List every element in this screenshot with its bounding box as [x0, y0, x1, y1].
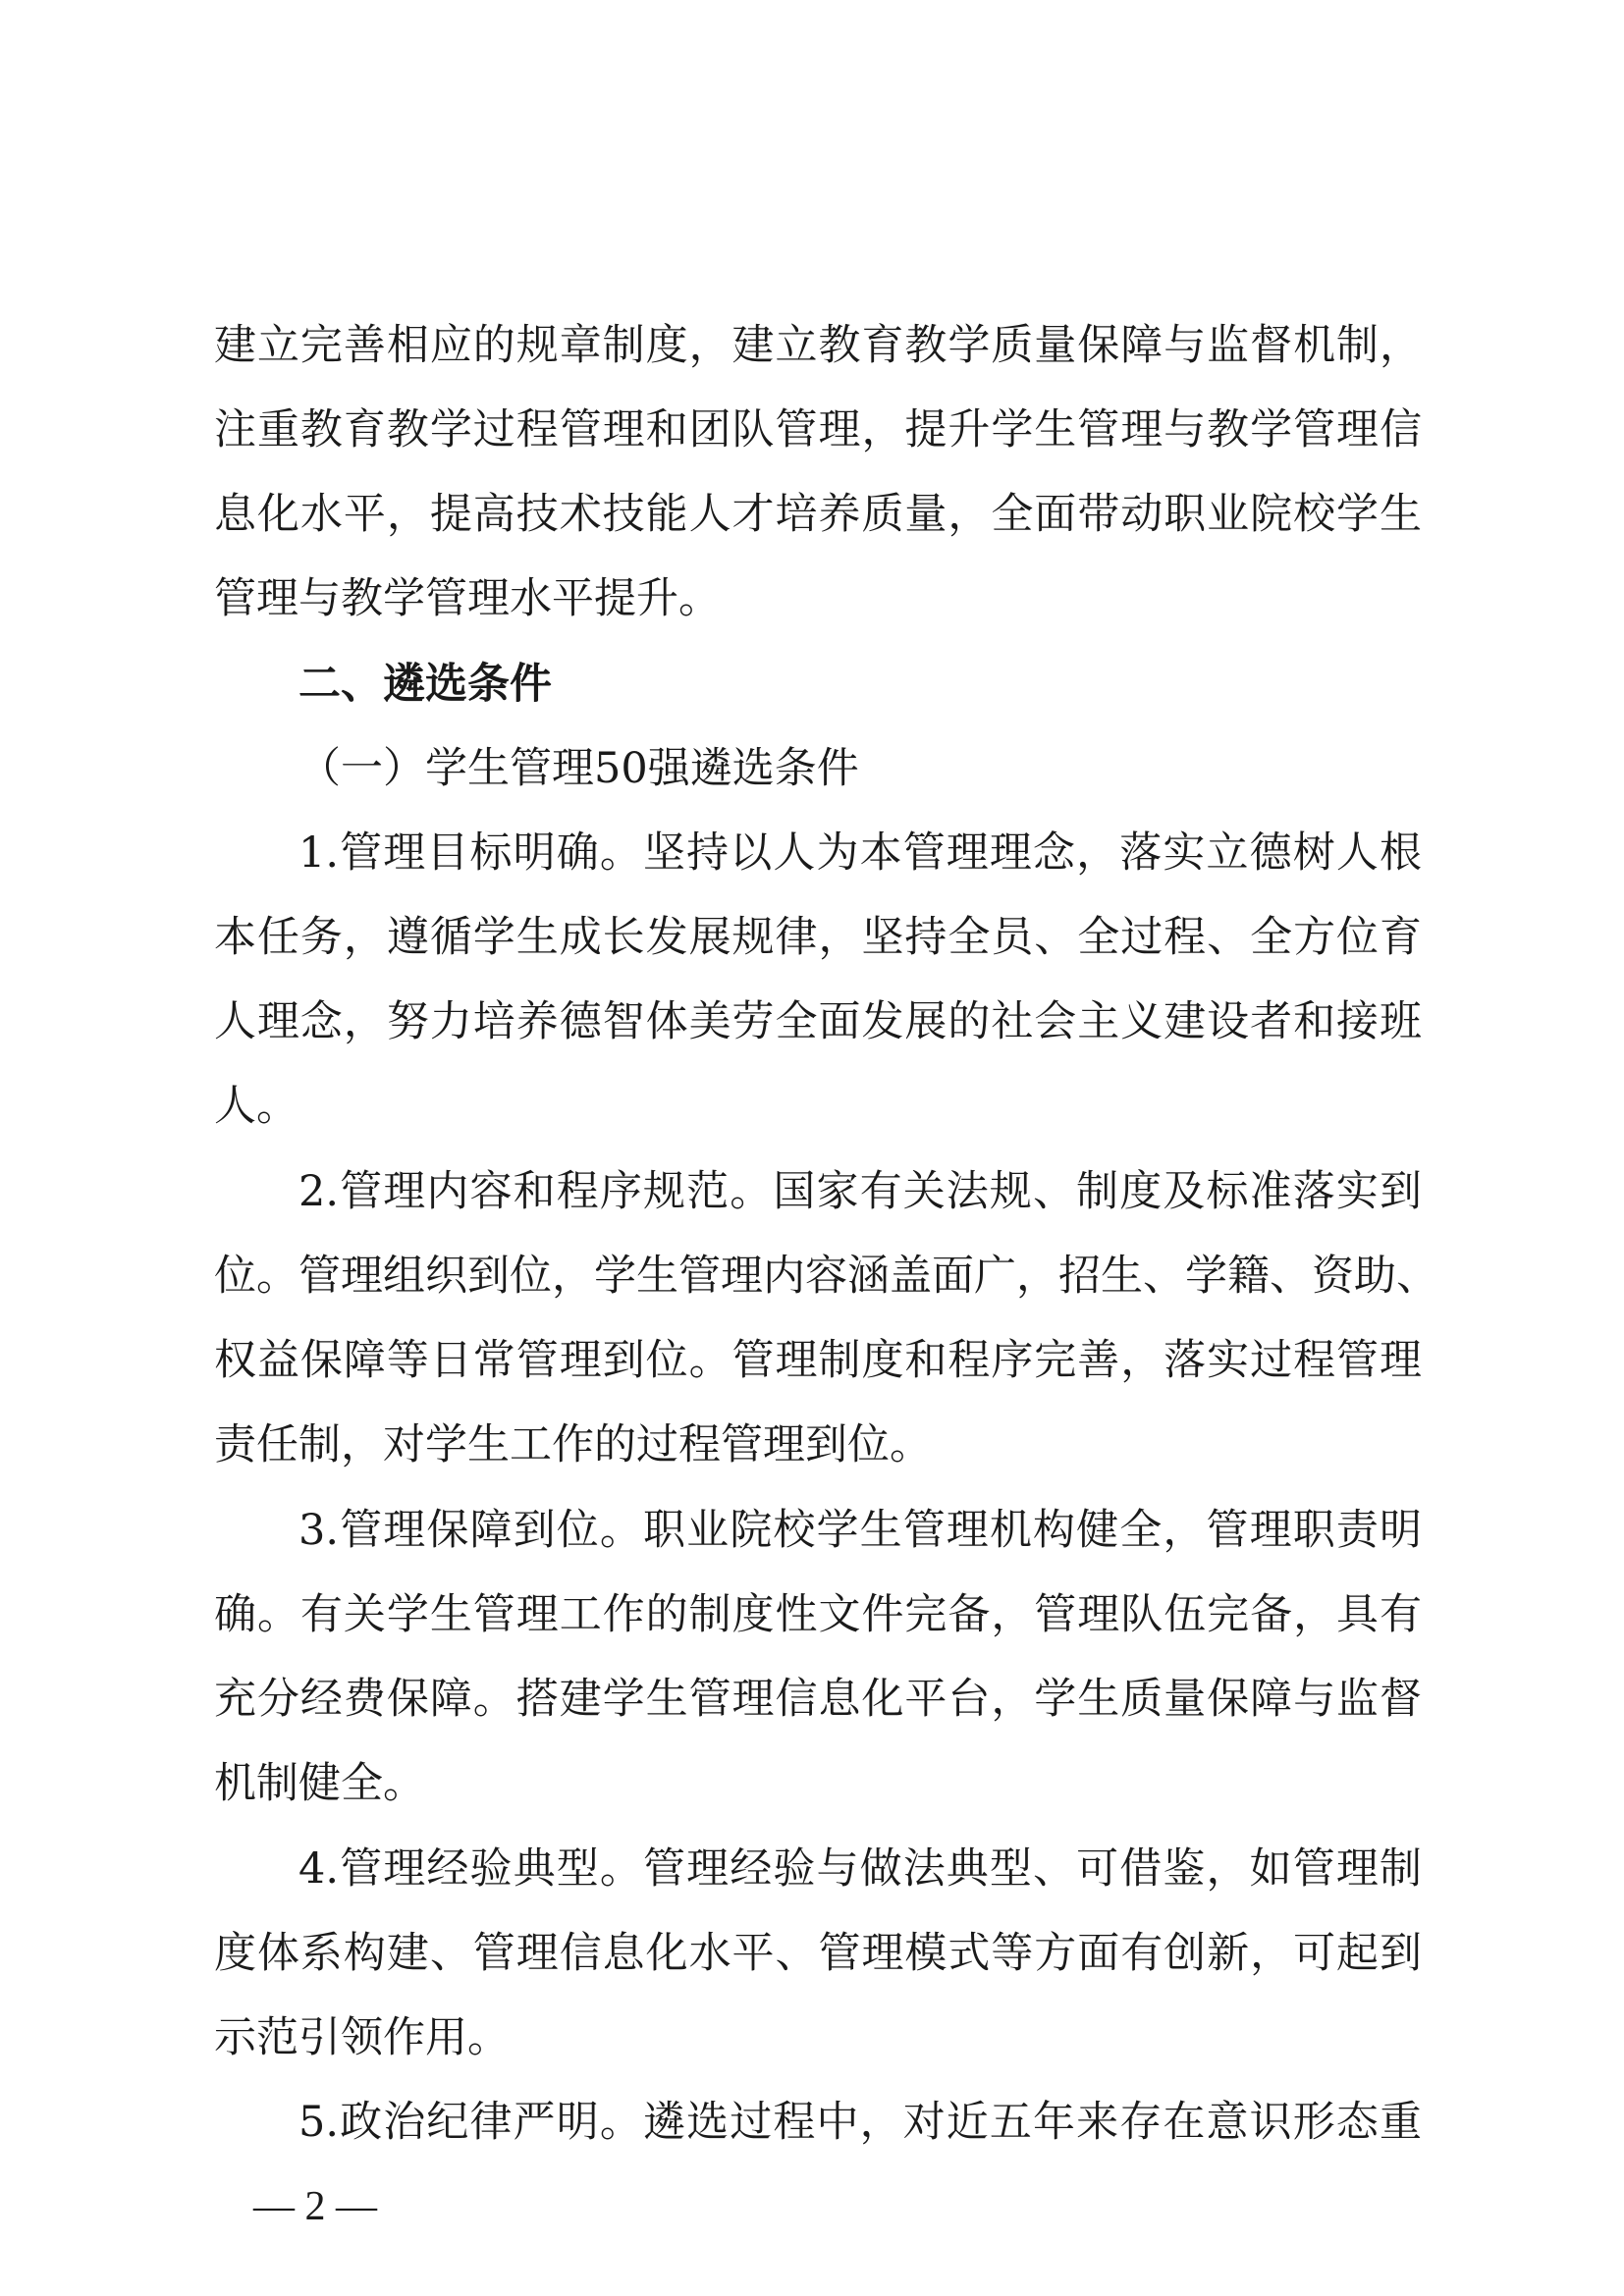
paragraph-line: 责任制，对学生工作的过程管理到位。: [214, 1420, 932, 1469]
paragraph-line: 建立完善相应的规章制度，建立教育教学质量保障与监督机制，: [214, 321, 1422, 370]
subsection-heading: （一）学生管理50强遴选条件: [298, 744, 859, 793]
paragraph-line: 1.管理目标明确。坚持以人为本管理理念，落实立德树人根: [298, 828, 1422, 878]
paragraph-line: 4.管理经验典型。管理经验与做法典型、可借鉴，如管理制: [298, 1844, 1422, 1894]
paragraph-line: 机制健全。: [214, 1759, 425, 1808]
paragraph-line: 本任务，遵循学生成长发展规律，坚持全员、全过程、全方位育: [214, 913, 1422, 962]
section-heading: 二、遴选条件: [298, 660, 552, 709]
paragraph-line: 注重教育教学过程管理和团队管理，提升学生管理与教学管理信: [214, 405, 1422, 454]
paragraph-line: 息化水平，提高技术技能人才培养质量，全面带动职业院校学生: [214, 490, 1422, 539]
paragraph-line: 确。有关学生管理工作的制度性文件完备，管理队伍完备，具有: [214, 1590, 1422, 1639]
paragraph-line: 示范引领作用。: [214, 2013, 510, 2062]
paragraph-line: 权益保障等日常管理到位。管理制度和程序完善，落实过程管理: [214, 1336, 1422, 1385]
paragraph-line: 2.管理内容和程序规范。国家有关法规、制度及标准落实到: [298, 1167, 1422, 1216]
paragraph-line: 管理与教学管理水平提升。: [214, 574, 721, 623]
paragraph-line: 人。: [214, 1082, 298, 1131]
paragraph-line: 度体系构建、管理信息化水平、管理模式等方面有创新，可起到: [214, 1929, 1422, 1978]
paragraph-line: 3.管理保障到位。职业院校学生管理机构健全，管理职责明: [298, 1506, 1422, 1555]
paragraph-line: 5.政治纪律严明。遴选过程中，对近五年来存在意识形态重: [298, 2098, 1422, 2147]
paragraph-line: 人理念，努力培养德智体美劳全面发展的社会主义建设者和接班: [214, 997, 1422, 1046]
paragraph-line: 位。管理组织到位，学生管理内容涵盖面广，招生、学籍、资助、: [214, 1252, 1438, 1301]
page-number: — 2 —: [253, 2184, 377, 2229]
paragraph-line: 充分经费保障。搭建学生管理信息化平台，学生质量保障与监督: [214, 1675, 1422, 1724]
